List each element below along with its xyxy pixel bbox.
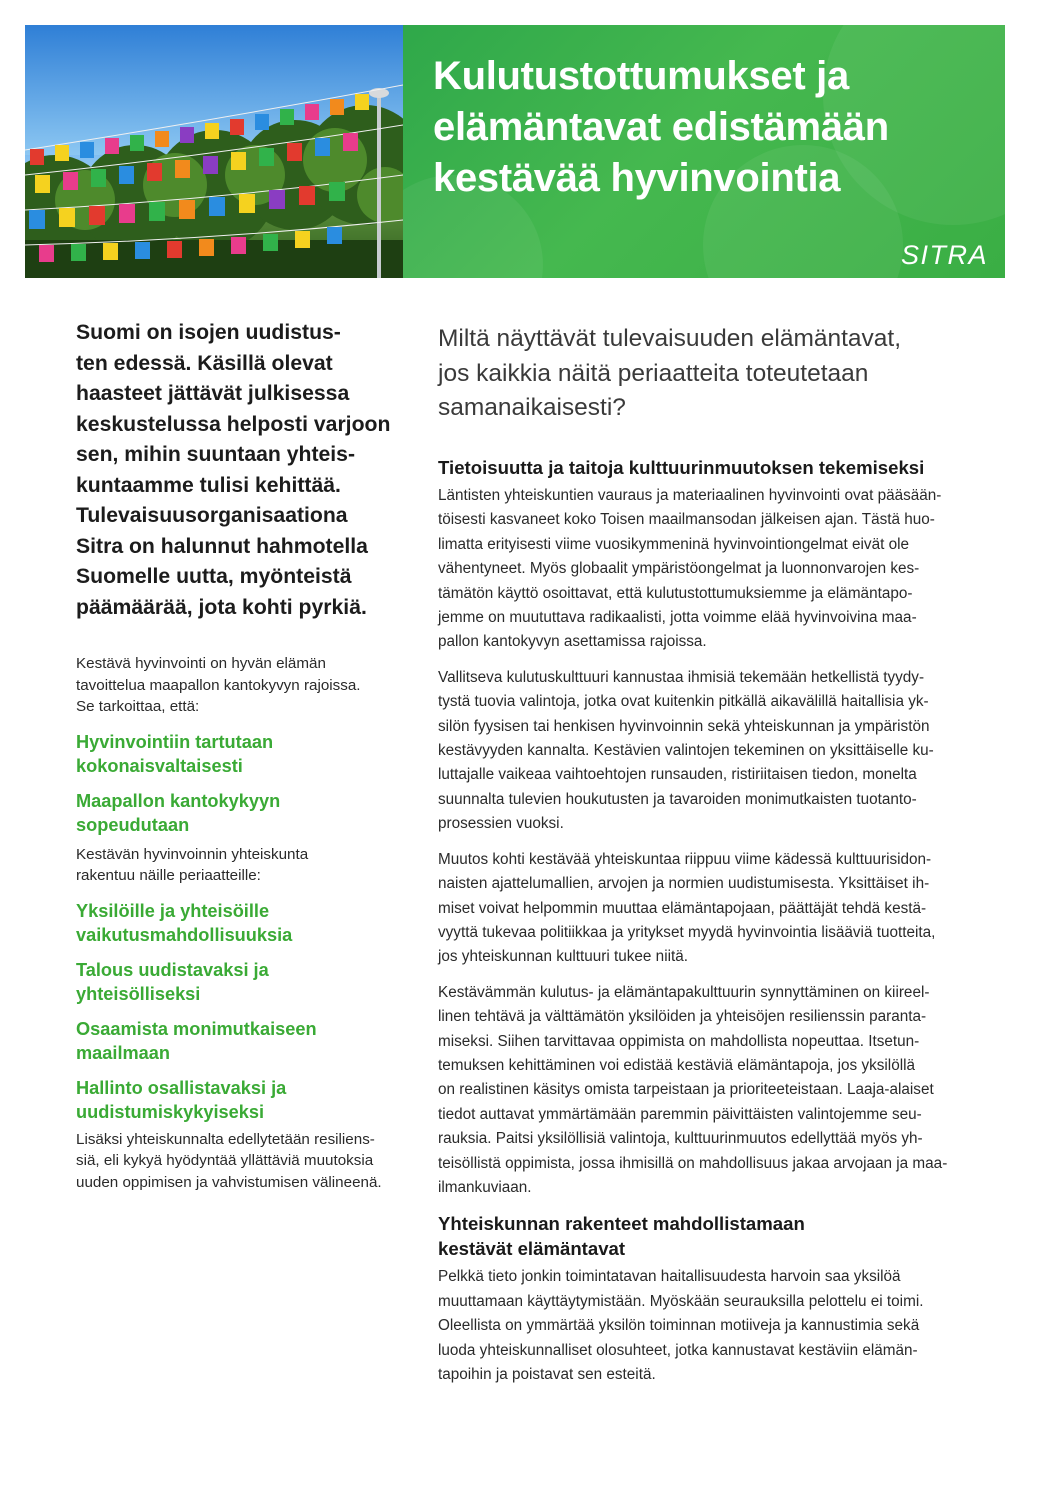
lead-paragraph: Suomi on isojen uudistus- ten edessä. Käsillä olevat haasteet jättävät julkisessa keskustelussa helposti varjoon sen, mihin suuntaan yhteis- kuntaamme tulisi kehittää. Tulevaisuusorganisaationa Sitra on halunnut hahmotella Suomelle uutta, myönteistä päämäärää, jota kohti pyrkiä. (76, 321, 391, 619)
colorful-flags-photo (25, 25, 403, 278)
paragraph: Läntisten yhteiskuntien vauraus ja materiaalinen hyvinvointi ovat pääsään- töisesti kasvaneet koko Toisen maailmansodan jälkeisen ajan. Tästä huo- limatta erityisesti viime vuosikymmeninä hyvinvointiongelmat eivät ole vähentyneet. Myös globaalit ympäristöongelmat ja luonnonvarojen kes- tämätön käyttö osoittavat, että kulutustottumuksiemme ja elämäntapo- jemme on muututtava radikaalisti, jotta voimme elää hyvinvoivina maa- pallon kantokyvyn asettamissa rajoissa. (438, 487, 942, 651)
right-column (438, 322, 982, 1387)
principles-intro-text: Kestävän hyvinvoinnin yhteiskunta rakentuu näille periaatteille: (76, 845, 309, 884)
title-panel (403, 25, 1005, 278)
paragraph: Kestävämmän kulutus- ja elämäntapakulttuurin synnyttäminen on kiireel- linen tehtävä ja välttämätön yksilöiden ja yhteisöjen resilienssin paranta- miseksi. Siihen tarvittavaa oppimista on mahdollista nopeuttaa. Itsetun- temuksen kehittäminen voi edistää kestäviä elämäntapoja, jos yksilöllä on realistinen käsitys omista tarpeistaan ja prioriteeteistaan. Laaja-alaiset tiedot auttavat ymmärtämään paremmin päivittäisten valintojemme seu- rauksia. Paitsi yksilöllisiä valintoja, kulttuurinmuutos edellyttää myös yh- teisöllistä oppimista, jossa ihmisillä on mahdollisuus jakaa arvojaan ja maa- ilmankuviaan. (438, 983, 948, 1196)
paragraph: Muutos kohti kestävää yhteiskuntaa riippuu viime kädessä kulttuurisidon- naisten ajattelumallien, arvojen ja normien uudistumisesta. Yksittäiset ih- miset voivat helpommin muuttaa elämäntapojaan, päättäjät tehdä kestä- vyyttä tukevaa politiikkaa ja yritykset myydä hyvinvointia lisääviä tuotteita, jos yhteiskunnan kulttuuri tukee niitä. (438, 850, 936, 966)
title-line: Kulutustottumukset ja (433, 54, 849, 98)
section-heading: Yhteiskunnan rakenteet mahdollistamaan kestävät elämäntavat (438, 1213, 805, 1259)
page-title (433, 51, 993, 204)
intro-text: Kestävä hyvinvointi on hyvän elämän tavoittelua maapallon kantokyvyn rajoissa. Se tarkoittaa, että: (76, 655, 361, 715)
title-line: kestävää hyvinvointia (433, 156, 841, 200)
logo-text: SITRA (901, 240, 989, 270)
principle-heading: Maapallon kantokykyyn sopeudutaan (76, 790, 281, 835)
principle-heading: Osaamista monimutkaiseen maailmaan (76, 1018, 317, 1063)
principle-heading: Hyvinvointiin tartutaan kokonaisvaltaisesti (76, 731, 274, 776)
lamp-post (377, 95, 381, 278)
paragraph: Vallitseva kulutuskulttuuri kannustaa ihmisiä tekemään hetkellistä tyydy- tystä tuovia valintoja, jotka ovat kuitenkin pitkällä aikavälillä haitallisia yk- silön fyysisen tai henkisen hyvinvoinnin sekä yhteiskunnan ja ympäristön kestävyyden kannalta. Kestävien valintojen tekeminen on yksittäiselle ku- luttajalle vaikeaa vaihtoehtojen runsauden, ristiriitaisen tiedon, monelta suunnalta tulevien houkutusten ja tavaroiden monimutkaisten tuotanto- prosessien vuoksi. (438, 668, 934, 833)
header-banner (25, 25, 1005, 278)
lead-question: Miltä näyttävät tulevaisuuden elämäntavat, jos kaikkia näitä periaatteita toteutetaan samanaikaisesti? (438, 325, 902, 421)
outro-text: Lisäksi yhteiskunnalta edellytetään resiliens- siä, eli kykyä hyödyntää yllättäviä muutoksia uuden oppimisen ja vahvistumisen välineenä. (76, 1130, 382, 1191)
photo-illustration (25, 25, 403, 278)
principle-heading: Yksilöille ja yhteisöille vaikutusmahdollisuuksia (76, 900, 293, 945)
principle-heading: Hallinto osallistavaksi ja uudistumiskykyiseksi (76, 1077, 287, 1122)
sitra-logo (897, 233, 1005, 273)
principle-heading: Talous uudistavaksi ja yhteisölliseksi (76, 959, 269, 1004)
title-line: elämäntavat edistämään (433, 105, 889, 149)
paragraph: Pelkkä tieto jonkin toimintatavan haitallisuudesta harvoin saa yksilöä muuttamaan käyttäytymistään. Myöskään seurauksilla pelottelu ei toimi. Oleellista on ymmärtää yksilön toiminnan motiiveja ja kannustimia sekä luoda yhteiskunnalliset olosuhteet, jotka kannustavat kestäviin elämän- tapoihin ja poistavat sen esteitä. (438, 1268, 924, 1383)
left-column (76, 318, 411, 1193)
section-heading: Tietoisuutta ja taitoja kulttuurinmuutoksen tekemiseksi (438, 456, 925, 478)
